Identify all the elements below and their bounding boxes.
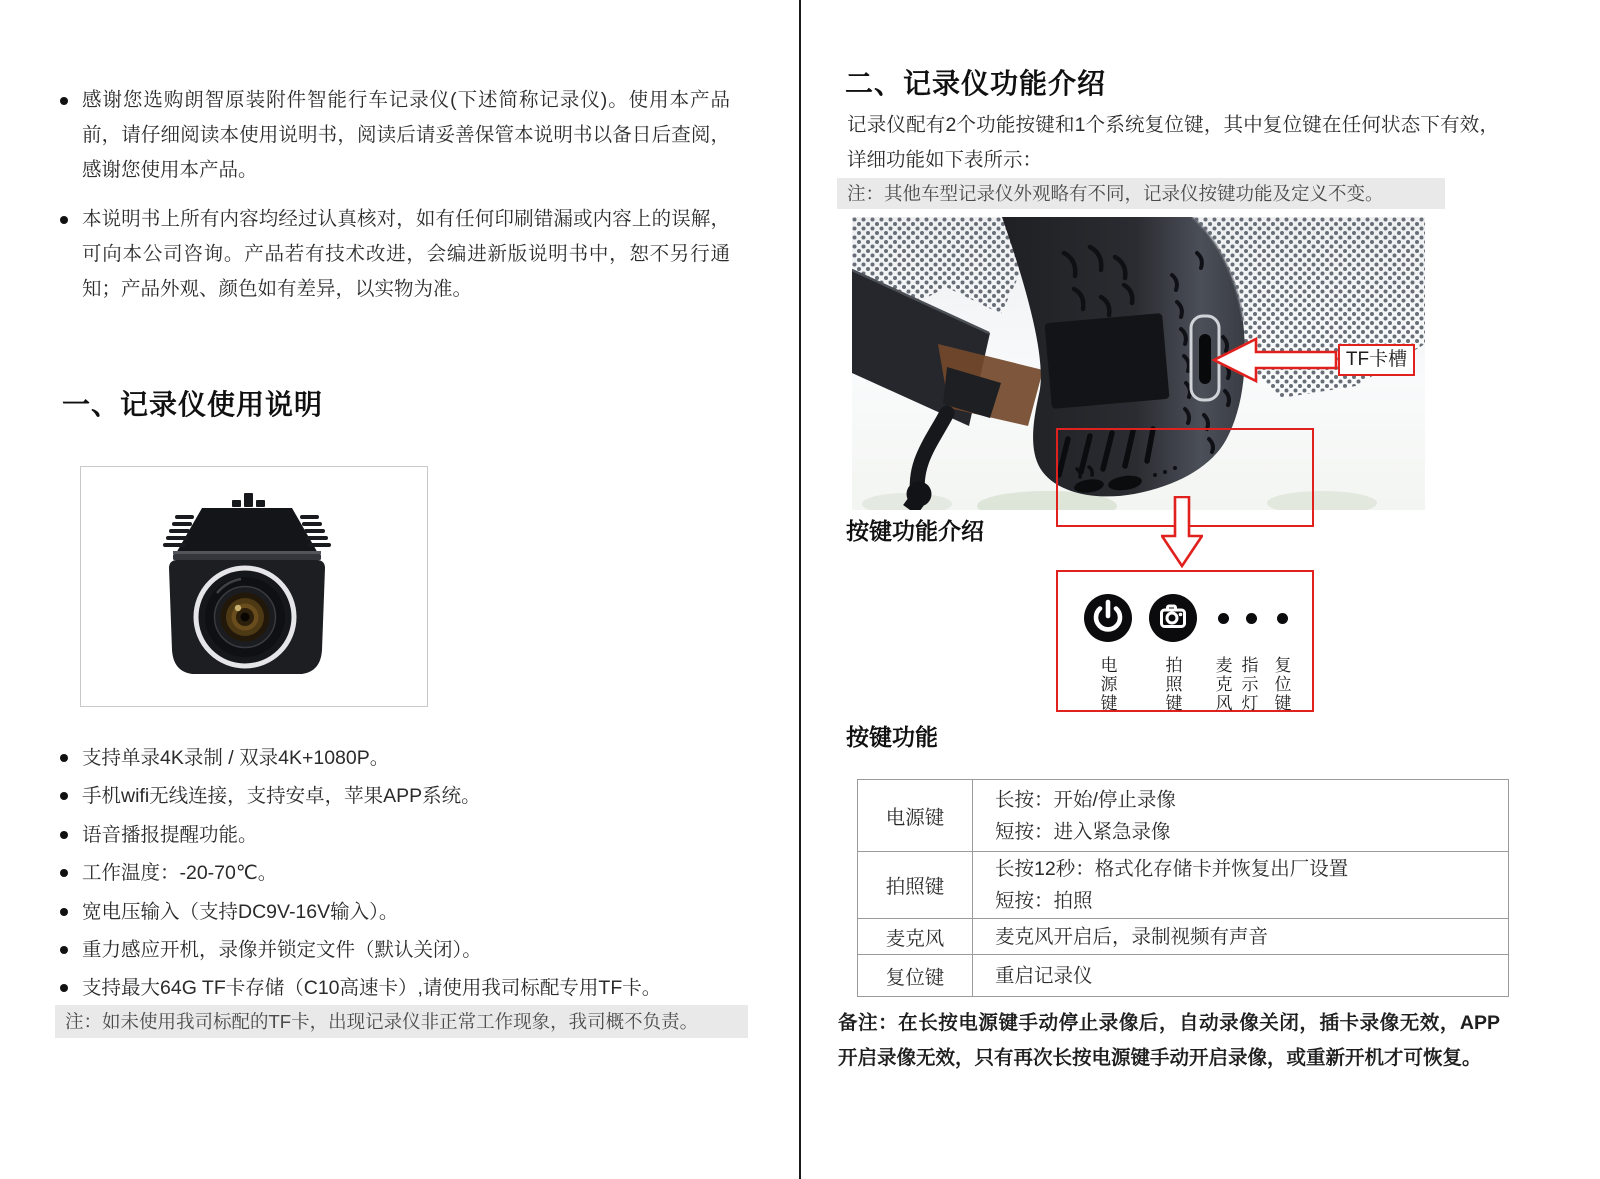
dashcam-product-image — [81, 467, 427, 706]
power-icon — [1084, 594, 1132, 642]
table-cell-key: 拍照键 — [858, 852, 973, 919]
intro-bullet-list — [57, 83, 757, 321]
bullet-item: 支持最大64G TF卡存储（C10高速卡）,请使用我司标配专用TF卡。 — [57, 969, 767, 1007]
feature-bullet-list — [57, 739, 767, 1008]
bullet-item: 重力感应开机，录像并锁定文件（默认关闭）。 — [57, 931, 767, 969]
table-cell-desc — [973, 852, 1509, 919]
button-diagram-box — [1056, 570, 1314, 712]
button-functions-table — [857, 779, 1509, 997]
table-cell-desc — [973, 780, 1509, 852]
remark-text: 备注：在长按电源键手动停止录像后，自动录像关闭，插卡录像无效，APP开启录像无效，只有再次长按电源键手动开启录像，或重新开机才可恢复。 — [838, 1012, 1500, 1069]
section2-title: 二、记录仪功能介绍 — [845, 68, 1107, 99]
reset-dot-icon — [1277, 613, 1288, 624]
table-cell-key: 复位键 — [858, 955, 973, 997]
bullet-item: 宽电压输入（支持DC9V-16V输入）。 — [57, 893, 767, 931]
microphone-label: 麦克风 — [1215, 656, 1233, 713]
tf-slot-label: TF卡槽 — [1338, 344, 1415, 376]
photo-button-label: 拍照键 — [1165, 656, 1183, 713]
desc-line: 长按：开始/停止录像 — [995, 788, 1176, 811]
desc-line: 短按：进入紧急录像 — [995, 820, 1171, 843]
table-row — [858, 852, 1509, 919]
bullet-item: 感谢您选购朗智原装附件智能行车记录仪(下述简称记录仪)。使用本产品前，请仔细阅读本使用说明书，阅读后请妥善保管本说明书以备日后查阅，感谢您使用本产品。 — [57, 83, 730, 188]
microphone-dot-icon — [1218, 613, 1229, 624]
table-cell-key: 麦克风 — [858, 919, 973, 955]
power-button-label: 电源键 — [1100, 656, 1118, 713]
page-divider — [799, 0, 801, 1179]
reset-button-label: 复位键 — [1274, 656, 1292, 713]
camera-icon — [1149, 594, 1197, 642]
bullet-item: 语音播报提醒功能。 — [57, 816, 767, 854]
indicator-led-label: 指示灯 — [1241, 656, 1259, 713]
table-cell-desc — [973, 919, 1509, 955]
table-row — [858, 780, 1509, 852]
section1-title: 一、记录仪使用说明 — [62, 389, 324, 420]
table-cell-desc — [973, 955, 1509, 997]
bullet-item: 工作温度：-20-70℃。 — [57, 854, 767, 892]
table-row — [858, 955, 1509, 997]
installation-photo — [852, 217, 1425, 510]
indicator-led-dot-icon — [1246, 613, 1257, 624]
bullet-item: 支持单录4K录制 / 双录4K+1080P。 — [57, 739, 767, 777]
desc-line: 长按12秒：格式化存储卡并恢复出厂设置 — [995, 858, 1349, 880]
button-functions-heading: 按键功能 — [846, 724, 938, 750]
section2-intro-text: 记录仪配有2个功能按键和1个系统复位键，其中复位键在任何状态下有效，详细功能如下表所示： — [847, 114, 1499, 171]
desc-line: 重启记录仪 — [995, 964, 1093, 987]
tf-card-note: 注：如未使用我司标配的TF卡，出现记录仪非正常工作现象，我司概不负责。 — [55, 1005, 748, 1038]
table-row — [858, 919, 1509, 955]
table-cell-key: 电源键 — [858, 780, 973, 852]
desc-line: 麦克风开启后，录制视频有声音 — [995, 925, 1269, 948]
product-image-frame — [80, 466, 428, 707]
appearance-note: 注：其他车型记录仪外观略有不同，记录仪按键功能及定义不变。 — [837, 178, 1445, 209]
desc-line: 短按：拍照 — [995, 890, 1093, 912]
bullet-item: 手机wifi无线连接，支持安卓，苹果APP系统。 — [57, 777, 767, 815]
down-arrow-icon — [1161, 496, 1203, 568]
tf-slot-arrow-icon — [1212, 335, 1338, 385]
buttons-intro-heading: 按键功能介绍 — [846, 518, 984, 544]
bullet-item: 本说明书上所有内容均经过认真核对，如有任何印刷错漏或内容上的误解，可向本公司咨询。产品若有技术改进，会编进新版说明书中，恕不另行通知；产品外观、颜色如有差异，以实物为准。 — [57, 202, 730, 307]
